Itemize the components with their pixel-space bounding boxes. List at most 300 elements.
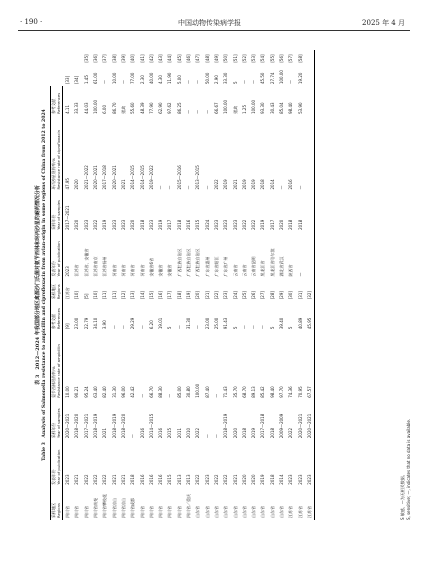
- table-cell: 2022: [251, 219, 257, 230]
- table-cell: [305, 116, 315, 192]
- table-row: [296, 50, 305, 520]
- table-cell: 2009—2009: [279, 413, 285, 439]
- table-cell: [16]: [158, 291, 164, 300]
- header-rule: [18, 30, 410, 31]
- table-cell: 四川省南充: [93, 498, 99, 518]
- table-cell: 2016: [158, 427, 164, 439]
- table-cell: 2020: [241, 474, 247, 485]
- table-cell: 2019: [223, 179, 229, 190]
- table-cell: 2021: [120, 179, 126, 190]
- table-cell: [14]: [139, 291, 145, 300]
- table-cell: 山东省: [213, 506, 219, 518]
- table-cell: [46]: [186, 54, 192, 63]
- table-cell: 53.90: [297, 102, 303, 114]
- table-cell: 63.40: [93, 386, 99, 398]
- table-cell: 四川省凉山: [111, 498, 117, 518]
- table-cell: 广西壮族自治区: [176, 248, 182, 277]
- table-cell: 安徽省: [158, 264, 164, 277]
- table-cell: [50]: [223, 54, 229, 63]
- table-cell: 山东省: [195, 506, 201, 518]
- table-cell: —: [102, 80, 108, 85]
- table-cell: 2021: [232, 474, 238, 485]
- table-cell: 2023: [148, 219, 154, 230]
- table-cell: 2022: [213, 179, 219, 190]
- table-cell: [29]: [279, 291, 285, 300]
- table-cell: 云南省: [232, 264, 238, 277]
- table-cell: 35.70: [232, 386, 238, 398]
- table-cell: [33]: [64, 75, 70, 85]
- table-cell: 猪禽: [232, 105, 238, 114]
- table-cell: 2022: [195, 427, 201, 439]
- table-cell: 10.00: [111, 72, 117, 85]
- column-header-cn: 参考文献: [51, 86, 57, 116]
- table-cell: 88.30: [158, 386, 164, 398]
- table-cell: 四川省: [74, 506, 80, 518]
- table-cell: 85.42: [260, 386, 266, 398]
- table-cell: 42.42: [130, 386, 136, 398]
- table-cell: —: [251, 80, 257, 85]
- table-cell: 6.20: [148, 320, 154, 330]
- table-cell: 2022: [223, 474, 229, 485]
- table-cell: 77.90: [148, 102, 154, 114]
- table-cell: 2023: [120, 219, 126, 230]
- table-cell: 2022: [93, 219, 99, 230]
- table-cell: 四川省: [158, 506, 164, 518]
- table-cell: [11]: [102, 291, 108, 300]
- table-cell: 100.00: [223, 99, 229, 114]
- column-header-cn: 采样年份: [51, 192, 57, 232]
- table-cell: 93.30: [260, 102, 266, 114]
- table-cell: —: [139, 393, 145, 398]
- table-cell: 67.57: [305, 331, 315, 400]
- table-cell: 2018: [288, 219, 294, 230]
- table-cell: 5: [232, 81, 238, 85]
- table-cell: 2015—2016: [176, 165, 182, 190]
- table-cell: 江苏省: [297, 506, 303, 518]
- table-cell: 2016: [139, 427, 145, 439]
- table-cell: 86.25: [176, 102, 182, 114]
- table-row: [184, 50, 193, 520]
- table-row: [221, 50, 230, 520]
- table-cell: 2016: [158, 474, 164, 485]
- table-cell: —: [139, 325, 145, 330]
- table-row: [212, 50, 221, 520]
- table-cell: —: [251, 325, 257, 330]
- table-cell: 河南省: [130, 264, 136, 277]
- table-row: [286, 50, 295, 520]
- table-cell: 广东省广州: [223, 256, 229, 277]
- table-cell: 广西壮族自治区: [186, 248, 192, 277]
- table-cell: [305, 192, 315, 232]
- table-cell: —: [195, 109, 201, 114]
- table-cell: 98.40: [269, 386, 275, 398]
- table-row: [63, 50, 73, 520]
- table-cell: [10]: [74, 291, 80, 300]
- table-cell: 6.00: [102, 105, 108, 114]
- table-cell: [20]: [195, 291, 201, 300]
- table-cell: 云南省: [241, 264, 247, 277]
- table-cell: [34]: [74, 75, 80, 85]
- table-cell: 四川省: [167, 506, 173, 518]
- table-cell: 85.00: [176, 386, 182, 398]
- table-cell: 安徽省6省: [148, 257, 154, 277]
- table-cell: —: [186, 80, 192, 85]
- table-cell: 黑龙江省: [260, 260, 266, 277]
- table-cell: 2018: [269, 427, 275, 439]
- table-row: [156, 50, 165, 520]
- table-cell: —: [120, 80, 126, 85]
- table-row: [91, 50, 100, 520]
- table-cell: 2023: [297, 474, 303, 485]
- table-cell: 11.90: [167, 72, 173, 85]
- table-cell: [27]: [260, 291, 266, 300]
- table-row: [110, 50, 119, 520]
- table-cell: [22]: [213, 291, 219, 300]
- table-cell: 山东省: [223, 506, 229, 518]
- table-cell: 2020—2021: [297, 413, 303, 439]
- table-cell: 2022: [83, 474, 89, 485]
- table-cell: 四川省: [83, 506, 89, 518]
- table-cell: 100.00: [93, 99, 99, 114]
- table-cell: 90.21: [74, 386, 80, 398]
- table-cell: 96.00: [120, 386, 126, 398]
- table-cell: [56]: [279, 54, 285, 63]
- table-cell: 5: [288, 326, 294, 330]
- table-cell: —: [195, 80, 201, 85]
- column-header-cn: 氨苄西林耐药率/%: [51, 331, 57, 400]
- table-cell: 四川省凉山: [120, 498, 126, 518]
- table-cell: [55]: [269, 54, 275, 63]
- table-cell: 2023: [305, 440, 315, 487]
- table-notes: [400, 419, 412, 520]
- table-cell: 2021: [111, 474, 117, 485]
- table-row: [72, 50, 81, 520]
- table-cell: [48]: [204, 54, 210, 63]
- table-cell: 2021: [74, 474, 80, 485]
- table-cell: 四川省: [148, 506, 154, 518]
- table-cell: [5]: [83, 293, 89, 300]
- table-cell: 3.90: [102, 320, 108, 330]
- table-cell: 2019: [260, 219, 266, 230]
- table-cell: 2024: [204, 219, 210, 230]
- table-cell: 四川省成都: [130, 498, 136, 518]
- table-cell: 广西壮族自治区: [195, 248, 201, 277]
- table-cell: 2018—2019: [93, 413, 99, 439]
- table-cell: —: [158, 185, 164, 190]
- table-cell: 2015: [195, 219, 201, 230]
- table-cell: 22.79: [83, 317, 89, 330]
- table-cell: 山东省: [260, 506, 266, 518]
- table-cell: 2019: [260, 474, 266, 485]
- table-cell: 江苏省: [74, 264, 80, 277]
- table-caption-en: Table 3 Analysis of Salmonella resistance to ampicillin and ciprofloxacin from avian-origin in some regions of China from 2012 to 2024: [42, 109, 47, 461]
- table-cell: 2017—2021: [83, 413, 89, 439]
- table-row: [240, 50, 249, 520]
- table-cell: 2017—2018: [260, 413, 266, 439]
- table-cell: 2018—2019: [223, 413, 229, 439]
- table-cell: 2013—2015: [195, 165, 201, 190]
- table-cell: 2011: [176, 427, 182, 439]
- table-cell: 2023: [213, 219, 219, 230]
- table-cell: 10.00: [65, 386, 71, 398]
- table-cell: 61.00: [93, 72, 99, 85]
- table-cell: 2018—2020: [74, 413, 80, 439]
- table-cell: 98.40: [288, 102, 294, 114]
- table-cell: 2.30: [139, 75, 145, 85]
- table-cell: 山东省: [241, 506, 247, 518]
- table-cell: 2023: [83, 219, 89, 230]
- table-cell: 河南省: [120, 264, 126, 277]
- table-cell: —: [120, 325, 126, 330]
- page-number: · 190 ·: [20, 18, 43, 26]
- table-cell: 2022: [93, 474, 99, 485]
- table-cell: 四川省／重庆: [186, 494, 192, 518]
- table-cell: 100.00: [195, 383, 201, 398]
- table-cell: [21]: [204, 291, 210, 300]
- table-cell: 87.40: [204, 386, 210, 398]
- table-cell: [49]: [213, 54, 219, 63]
- table-cell: [13]: [130, 291, 136, 300]
- table-cell: 34.10: [93, 317, 99, 330]
- table-cell: [19]: [186, 291, 192, 300]
- table-cell: 97.70: [279, 386, 285, 398]
- table-cell: 2016: [139, 474, 145, 485]
- table-cell: 40.00: [148, 72, 154, 85]
- table-cell: [23]: [223, 291, 229, 300]
- table-cell: 2019: [251, 427, 257, 439]
- journal-title: 中国动物传染病学报: [178, 19, 241, 27]
- table-cell: 2010: [186, 427, 192, 439]
- table-cell: 62.90: [158, 102, 164, 114]
- table-cell: —: [279, 185, 285, 190]
- table-head: [51, 50, 63, 520]
- column-header-en: Year of publication: [57, 232, 63, 279]
- table-cell: 2023: [111, 219, 117, 230]
- table-cell: 2016: [186, 219, 192, 230]
- table-cell: —: [176, 325, 182, 330]
- table-cell: 安徽省: [167, 264, 173, 277]
- table-cell: 45.50: [260, 72, 266, 85]
- table-cell: 55.60: [130, 102, 136, 114]
- table-cell: 2020—2021: [111, 165, 117, 190]
- table-row: [193, 50, 202, 520]
- table-cell: 广东省阳江: [213, 256, 219, 277]
- table-cell: [9]: [65, 323, 71, 330]
- table-cell: 1.25: [241, 105, 247, 114]
- table-cell: 2017—2018: [102, 165, 108, 190]
- table-cell: —: [213, 434, 219, 439]
- table-cell: 山东省: [269, 506, 275, 518]
- table-cell: [58]: [297, 54, 303, 63]
- table-cell: [52]: [241, 54, 247, 63]
- table-cell: 86.70: [111, 102, 117, 114]
- table-cell: [26]: [251, 291, 257, 300]
- table-cell: 2014: [279, 474, 285, 485]
- table-cell: 2018: [176, 219, 182, 230]
- table-cell: 2020—2021: [65, 413, 71, 439]
- table-cell: 2020—2021: [305, 400, 315, 440]
- table-cell: [12]: [120, 291, 126, 300]
- table-row: [119, 50, 128, 520]
- column-header-cn: 参考文献: [51, 301, 57, 331]
- table-cell: 85.04: [279, 102, 285, 114]
- table-cell: —: [204, 434, 210, 439]
- table-cell: 77.00: [130, 72, 136, 85]
- table-cell: [305, 86, 315, 116]
- table-cell: 2018: [260, 179, 266, 190]
- table-cell: 47.95: [65, 178, 71, 190]
- table-cell: 100.00: [251, 99, 257, 114]
- column-header-en: Resistance rate of ampicillin: [57, 331, 63, 400]
- table-cell: —: [260, 325, 266, 330]
- table-cell: 云南省昆明: [251, 256, 257, 277]
- table-cell: [42]: [148, 54, 154, 63]
- table-cell: 江苏省: [65, 287, 71, 300]
- table-cell: 48.39: [139, 102, 145, 114]
- table-cell: 2023: [288, 474, 294, 485]
- column-header-en: References: [57, 86, 63, 116]
- table-cell: —: [204, 109, 210, 114]
- table-cell: 2014—2015: [148, 413, 154, 439]
- table-cell: 68.70: [241, 386, 247, 398]
- column-header-cn: 采样地区: [51, 278, 57, 301]
- table-cell: 70.95: [297, 386, 303, 398]
- table-cell: [40]: [130, 54, 136, 63]
- table-cell: [53]: [251, 54, 257, 63]
- table-cell: [305, 232, 315, 279]
- table-cell: 82.40: [102, 386, 108, 398]
- column-header-en: References: [57, 301, 63, 331]
- column-header-en: Regions: [57, 487, 63, 520]
- rotated-table-block: [28, 50, 420, 520]
- table-cell: 2020: [130, 219, 136, 230]
- column-header-en: Year of samples: [57, 400, 63, 440]
- table-cell: 19.01: [158, 317, 164, 330]
- table-cell: —: [167, 393, 173, 398]
- table-cell: 2018: [241, 427, 247, 439]
- table-row: [175, 50, 184, 520]
- table-cell: 河南省: [111, 264, 117, 277]
- table-cell: 30.80: [186, 386, 192, 398]
- table-cell: 山东省: [204, 506, 210, 518]
- table-cell: 四川省: [65, 506, 71, 518]
- table-cell: 四川省: [139, 506, 145, 518]
- table-cell: 95.24: [83, 386, 89, 398]
- table-cell: [45]: [176, 54, 182, 63]
- table-cell: [305, 65, 315, 86]
- table-cell: [17]: [167, 291, 173, 300]
- table-cell: 2017—2021: [65, 205, 71, 230]
- table-cell: 97.62: [167, 102, 173, 114]
- table-cell: 2020: [279, 219, 285, 230]
- table-body: [63, 50, 315, 520]
- table-cell: 广东省惠州: [204, 256, 210, 277]
- table-cell: [18]: [176, 291, 182, 300]
- table-cell: 4.30: [158, 75, 164, 85]
- table-cell: [43]: [158, 54, 164, 63]
- table-row: [203, 50, 212, 520]
- column-header-en: Regions: [57, 278, 63, 301]
- table-cell: 2018: [130, 474, 136, 485]
- table-cell: 2021: [232, 179, 238, 190]
- table-cell: 44.03: [83, 102, 89, 114]
- table-cell: 山东省: [279, 506, 285, 518]
- table-row: [268, 50, 277, 520]
- table-cell: 江苏省扬州: [102, 256, 108, 277]
- table-cell: 2014: [269, 179, 275, 190]
- table-cell: [32]: [305, 278, 315, 301]
- table-cell: 2016: [148, 474, 154, 485]
- table-row: [100, 50, 109, 520]
- table-cell: 33.30: [223, 72, 229, 85]
- column-header-cn: 发表年份: [51, 232, 57, 279]
- table-cell: 50.00: [204, 72, 210, 85]
- table-row: [277, 50, 286, 520]
- column-header-en: Year of samples: [57, 192, 63, 232]
- table-note-en: S, sensitive; —, indicates that no data is available.: [406, 418, 411, 520]
- table-cell: 27.74: [269, 72, 275, 85]
- table-cell: 66.67: [213, 102, 219, 114]
- table-cell: 66.70: [148, 386, 154, 398]
- table-cell: 2020—2021: [93, 165, 99, 190]
- table-cell: 四川省: [176, 506, 182, 518]
- table-cell: 91.43: [223, 317, 229, 330]
- table-row: [138, 50, 147, 520]
- table-cell: —: [213, 393, 219, 398]
- table-row: [82, 50, 91, 520]
- table-cell: 5: [167, 326, 173, 330]
- table-cell: —: [167, 185, 173, 190]
- table-cell: 江苏省、安徽省: [83, 248, 89, 277]
- table-cell: 2017: [269, 219, 275, 230]
- table-cell: —: [288, 80, 294, 85]
- table-cell: 25.00: [213, 317, 219, 330]
- table-cell: —: [130, 434, 136, 439]
- column-header-cn: 采样年份: [51, 400, 57, 440]
- table-cell: 2016: [288, 179, 294, 190]
- table-cell: 2019—2022: [148, 165, 154, 190]
- page-header: [0, 0, 427, 40]
- column-header-en: Resistance rate of ciprofloxacin: [57, 116, 63, 192]
- table-cell: [28]: [269, 291, 275, 300]
- table-cell: [11]: [111, 291, 117, 300]
- table-cell: —: [204, 185, 210, 190]
- table-cell: 江苏省: [288, 506, 294, 518]
- table-row: [128, 50, 137, 520]
- table-cell: —: [241, 325, 247, 330]
- table-cell: 1.45: [83, 75, 89, 85]
- column-header-cn: 采样地区: [51, 487, 57, 520]
- table-cell: [30]: [288, 291, 294, 300]
- table-cell: [37]: [102, 54, 108, 63]
- table-cell: 2022: [213, 474, 219, 485]
- table-cell: 2020: [74, 179, 80, 190]
- table-cell: [25]: [241, 291, 247, 300]
- table-cell: 2015: [167, 474, 173, 485]
- table-cell: [36]: [93, 54, 99, 63]
- table-cell: —: [241, 80, 247, 85]
- table-cell: 45.95: [305, 301, 315, 331]
- table-cell: [305, 50, 315, 65]
- table-cell: 39.40: [279, 317, 285, 330]
- table-cell: 2022: [241, 219, 247, 230]
- table-cell: 江苏省南京: [93, 256, 99, 277]
- table-row: [165, 50, 174, 520]
- table-cell: [47]: [195, 54, 201, 63]
- table-cell: 89.13: [251, 386, 257, 398]
- column-header-en: Year of publication: [57, 440, 63, 487]
- table-cell: 5.00: [176, 75, 182, 85]
